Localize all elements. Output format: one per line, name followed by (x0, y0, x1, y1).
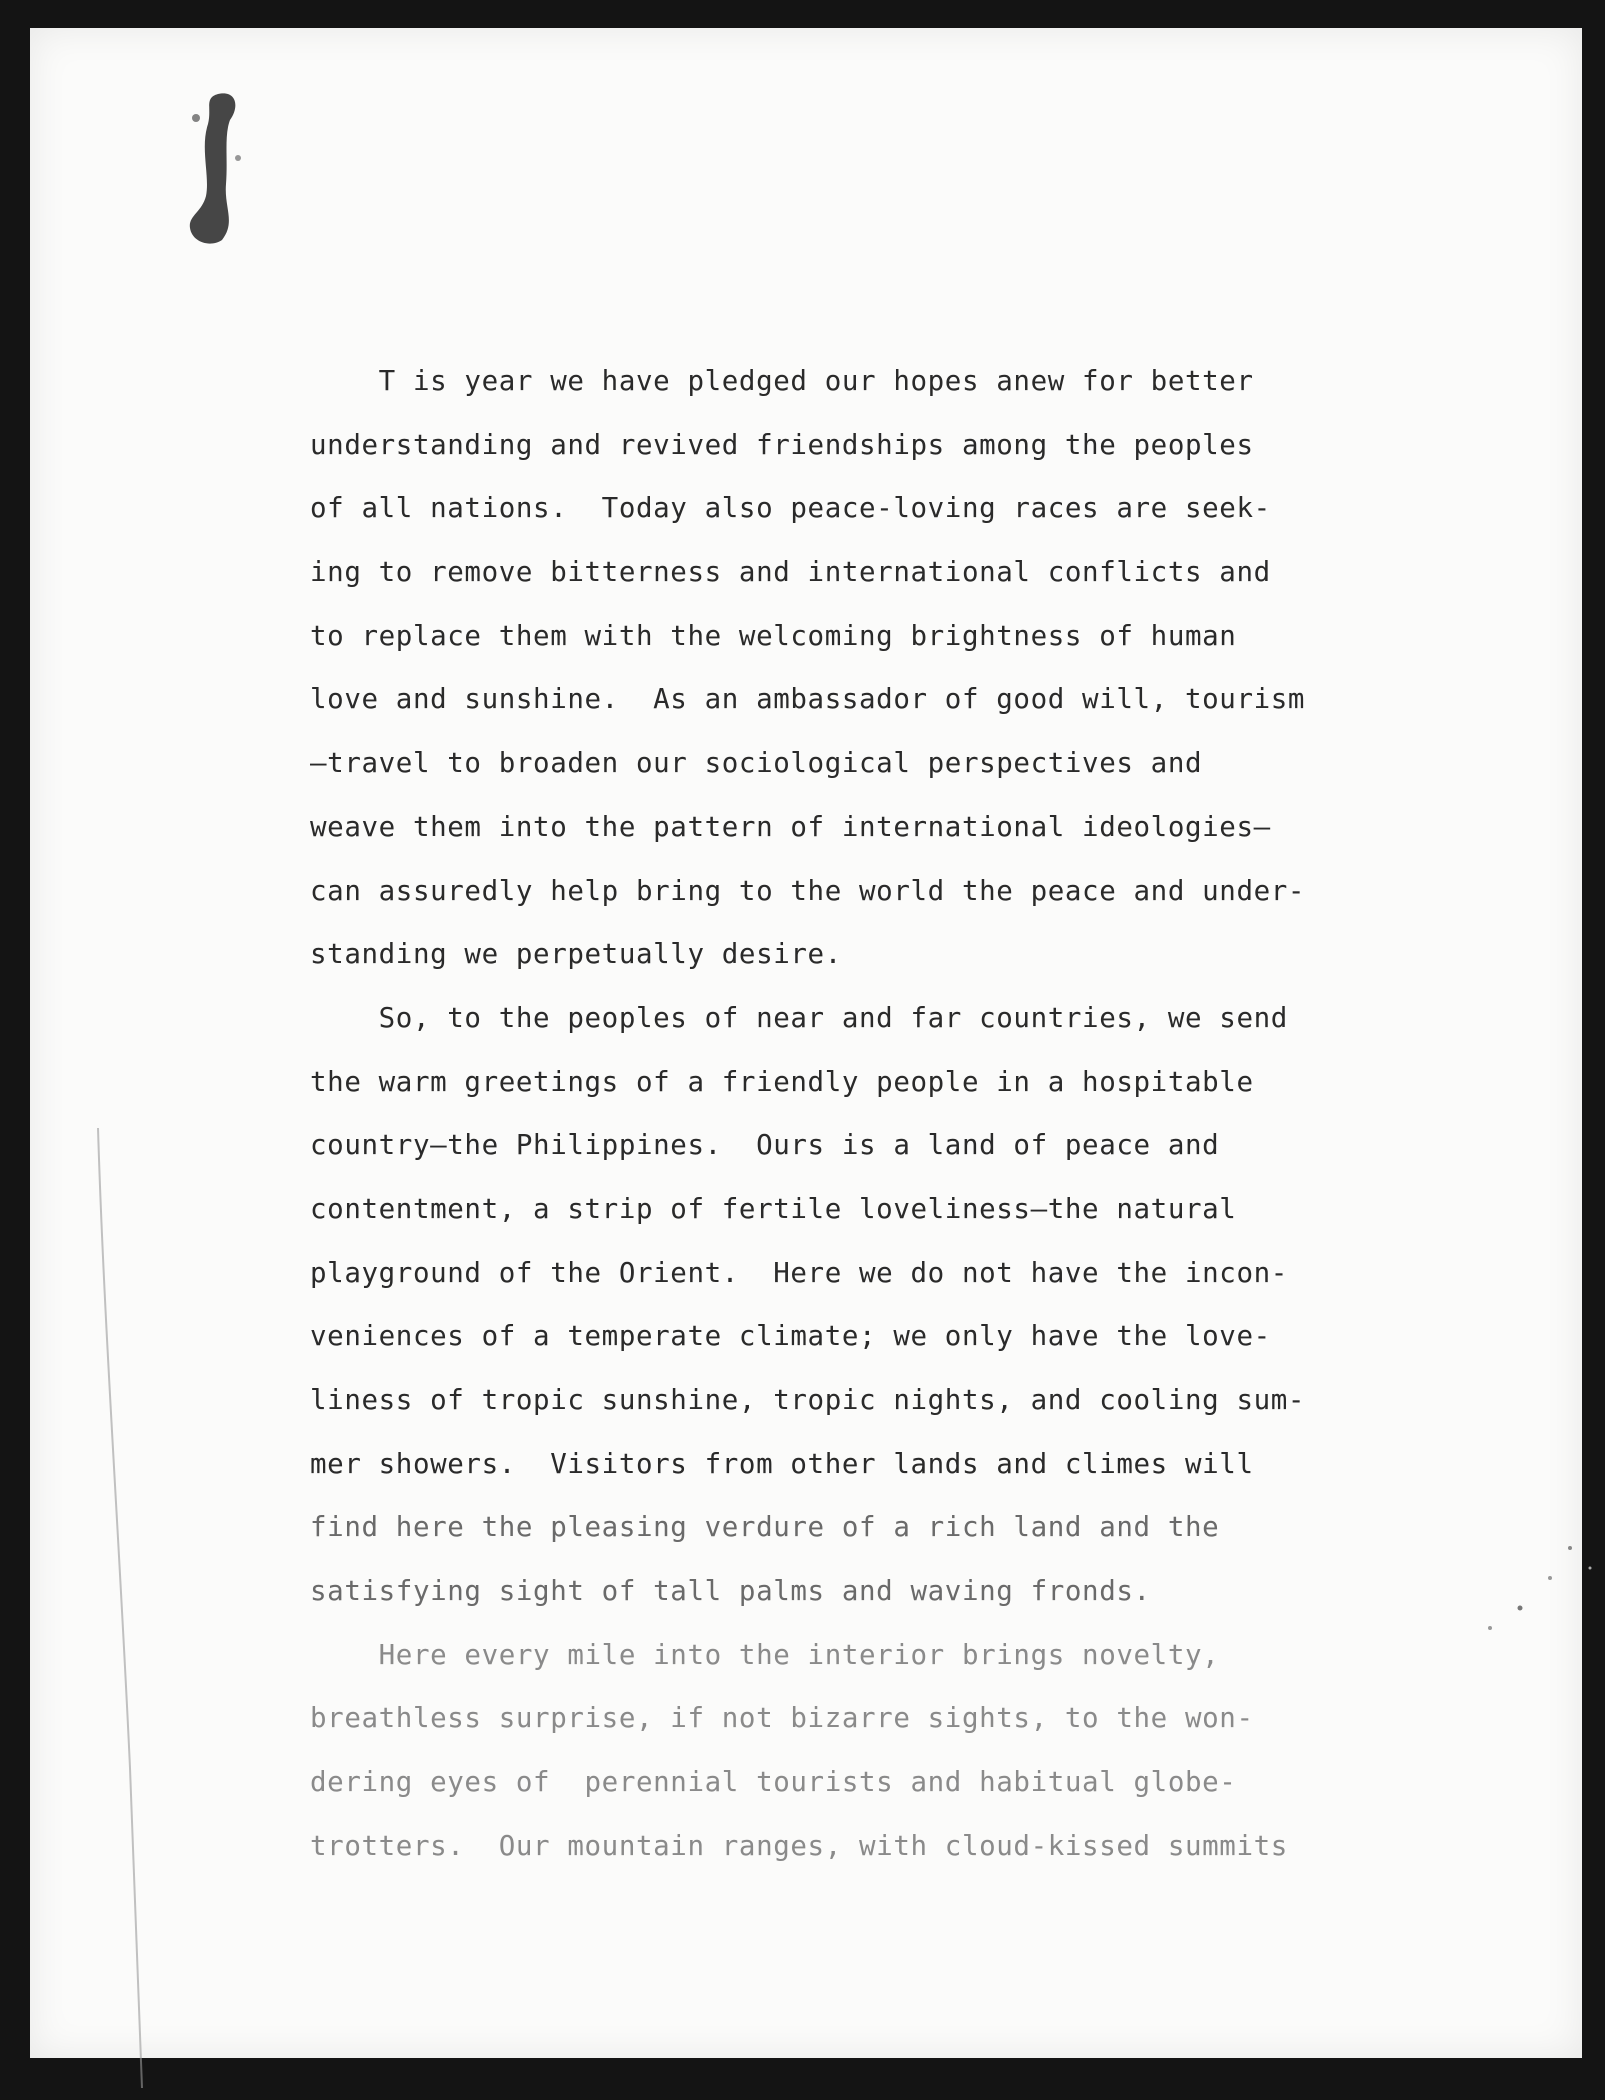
text-line: find here the pleasing verdure of a rich land and the (310, 1511, 1220, 1544)
text-line: can assuredly help bring to the world the peace and under- (310, 874, 1306, 907)
text-line: liness of tropic sunshine, tropic nights, and cooling sum- (310, 1384, 1306, 1416)
text-line: contentment, a strip of fertile loveliness—the natural (310, 1192, 1237, 1225)
text-line: standing we perpetually desire. (310, 938, 842, 971)
text-line: veniences of a temperate climate; we only have the love- (310, 1320, 1271, 1353)
text-line: Here every mile into the interior brings novelty, (310, 1638, 1220, 1671)
text-line: breathless surprise, if not bizarre sights, to the won- (310, 1702, 1254, 1735)
text-line: of all nations. Today also peace-loving races are seek- (310, 492, 1271, 525)
text-line: to replace them with the welcoming brightness of human (310, 619, 1237, 652)
text-line: trotters. Our mountain ranges, with cloud-kissed summits (310, 1829, 1288, 1862)
text-line: mer showers. Visitors from other lands and climes will (310, 1447, 1254, 1480)
ink-smudge (178, 88, 256, 248)
text-line: satisfying sight of tall palms and waving fronds. (310, 1575, 1151, 1608)
paragraph-3 (310, 1624, 1430, 1879)
paper-specks (1450, 1528, 1605, 1668)
text-line: —travel to broaden our sociological perspectives and (310, 747, 1203, 780)
text-line: T is year we have pledged our hopes anew for better (310, 365, 1254, 397)
paragraph-2 (310, 987, 1430, 1624)
text-line: understanding and revived friendships among the peoples (310, 428, 1254, 461)
typewritten-text (310, 350, 1430, 1879)
text-line: dering eyes of perennial tourists and habitual globe- (310, 1766, 1237, 1799)
text-line: So, to the peoples of near and far countries, we send (310, 1001, 1288, 1034)
text-line: ing to remove bitterness and international conflicts and (310, 556, 1271, 589)
text-line: love and sunshine. As an ambassador of good will, tourism (310, 683, 1306, 716)
paragraph-1 (310, 350, 1430, 987)
text-line: playground of the Orient. Here we do not have the incon- (310, 1256, 1288, 1289)
text-line: weave them into the pattern of international ideologies— (310, 810, 1271, 843)
text-line: country—the Philippines. Ours is a land of peace and (310, 1129, 1220, 1162)
page-edge-mark (90, 1128, 150, 2088)
text-line: the warm greetings of a friendly people in a hospitable (310, 1065, 1254, 1098)
